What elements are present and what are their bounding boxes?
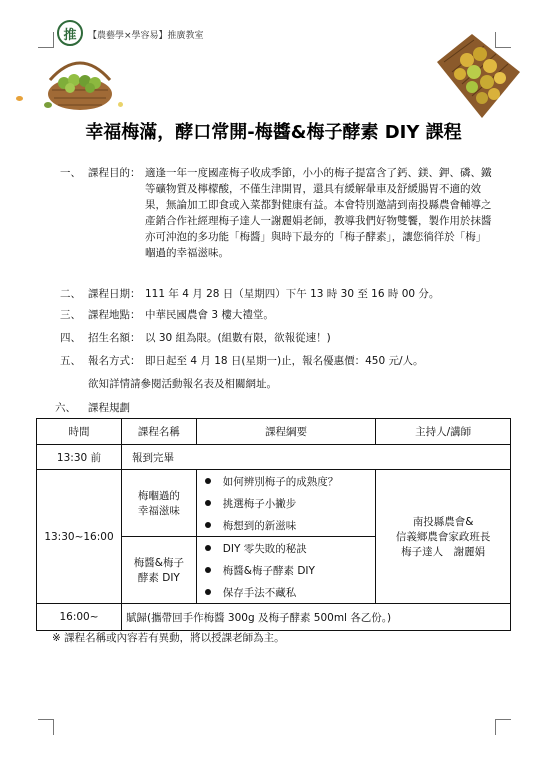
- bullet-icon: [205, 545, 211, 551]
- course-1-item-3: [201, 514, 372, 536]
- course-1-outline: [196, 470, 376, 537]
- orange-leaf-decoration: [16, 96, 23, 101]
- checkin-text: 報到完畢: [131, 451, 174, 464]
- section-3-text: 中華民國農會 3 樓大禮堂。: [145, 309, 274, 321]
- host-cell: [376, 470, 511, 604]
- schedule-table: [36, 418, 511, 631]
- host-line-1: 南投縣農會&: [412, 516, 474, 528]
- course-2-name-line2: 酵素 DIY: [137, 572, 180, 584]
- checkin-time: 13:30 前: [37, 445, 122, 470]
- course-1-item-1-text: 如何辨別梅子的成熟度？: [222, 475, 339, 488]
- course-2-item-3: [201, 581, 372, 603]
- crop-mark-bl-v: [53, 719, 54, 735]
- end-content: 賦歸(攜帶回手作梅醬 300g 及梅子酵素 500ml 各乙份。): [121, 604, 510, 631]
- course-2-name: [121, 537, 196, 604]
- section-3-number: 三、: [60, 309, 81, 321]
- logo-char: 推: [63, 27, 77, 43]
- logo-badge: [57, 20, 83, 46]
- course-2-item-3-text: 保存手法不藏私: [222, 586, 297, 599]
- course-1-item-2-text: 挑選梅子小撇步: [222, 497, 297, 510]
- section-5-number: 五、: [60, 355, 81, 367]
- course-2-name-line1: 梅醬&梅子: [133, 557, 184, 569]
- course-2-item-1-text: DIY 零失敗的秘訣: [222, 542, 307, 555]
- header-host: 主持人/講師: [376, 419, 511, 445]
- section-2-label: 課程日期：: [88, 288, 141, 300]
- section-3-label: 課程地點：: [88, 309, 141, 321]
- checkin-content: [121, 445, 510, 470]
- block-time: 13:30~16:00: [37, 470, 122, 604]
- header-time: 時間: [37, 419, 122, 445]
- table-row-checkin: [37, 445, 511, 470]
- crop-mark-tl-v: [53, 32, 54, 48]
- section-2-text: 111 年 4 月 28 日（星期四）下午 13 時 30 至 16 時 00 分。: [145, 288, 440, 300]
- header-tagline: 【農藝學×學容易】推廣教室: [88, 31, 204, 41]
- section-5-label: 報名方式：: [88, 355, 141, 367]
- header-course-outline: 課程綱要: [196, 419, 376, 445]
- plum-basket-image-left: [40, 50, 120, 115]
- table-row-end: [37, 604, 511, 631]
- small-flower-decoration: [118, 102, 123, 107]
- course-1-name: [121, 470, 196, 537]
- section-4-number: 四、: [60, 332, 81, 344]
- section-6-number: 六、: [55, 402, 76, 414]
- section-1-text: 適逢一年一度國產梅子收成季節，小小的梅子提富含了鈣、鎂、鉀、磷、鐵等礦物質及檸檬酸，不僅生津開胃，還具有緩解暈車及舒緩腸胃不適的效果，無論加工即食或入菜都對健康有益。本會特別邀請到南投縣農會輔導之產銷合作社經理梅子達人一謝麗娟老師，教導我們好物雙饗，製作用於抹醬亦可沖泡的多功能「梅醬」與時下最夯的「梅子酵素」，讓您徜徉於「梅」嗰過的幸福滋味。: [145, 167, 492, 259]
- header-course-name: 課程名稱: [121, 419, 196, 445]
- bullet-icon: [205, 522, 211, 528]
- end-time: 16:00~: [37, 604, 122, 631]
- course-1-item-3-text: 梅想到的新滋味: [222, 519, 297, 532]
- section-1-number: 一、: [60, 167, 81, 179]
- plum-basket-image-right: [432, 32, 522, 120]
- table-header-row: [37, 419, 511, 445]
- course-2-outline: [196, 537, 376, 604]
- bullet-icon: [205, 500, 211, 506]
- crop-mark-br-h: [495, 719, 511, 720]
- page-title: 幸福梅滿，酵口常開-梅醬&梅子酵素 DIY 課程: [85, 122, 462, 143]
- section-4-label: 招生名額：: [88, 332, 141, 344]
- section-4-text: 以 30 組為限。(組數有限，欲報從速！): [145, 332, 331, 344]
- course-2-item-2-text: 梅醬&梅子酵素 DIY: [222, 564, 315, 577]
- course-1-item-2: [201, 492, 372, 514]
- crop-mark-br-v: [495, 719, 496, 735]
- section-5-text: 即日起至 4 月 18 日(星期一)止，報名優惠價：450 元/人。: [145, 355, 424, 367]
- section-1-label: 課程目的：: [88, 167, 141, 179]
- section-2-number: 二、: [60, 288, 81, 300]
- host-line-2: 信義鄉農會家政班長: [395, 531, 491, 543]
- section-6-label: 課程規劃: [88, 402, 130, 414]
- course-1-name-line2: 幸福滋味: [137, 505, 180, 517]
- footnote: ※ 課程名稱或內容若有異動，將以授課老師為主。: [52, 632, 285, 644]
- course-2-item-2: [201, 559, 372, 581]
- table-row-course-1: [37, 470, 511, 537]
- course-1-name-line1: 梅嗰過的: [137, 490, 180, 502]
- bullet-icon: [205, 589, 211, 595]
- course-2-item-1: [201, 537, 372, 559]
- crop-mark-tl-h: [38, 47, 54, 48]
- bullet-icon: [205, 478, 211, 484]
- bullet-icon: [205, 567, 211, 573]
- host-line-3: 梅子達人 謝麗娟: [401, 546, 486, 558]
- crop-mark-bl-h: [38, 719, 54, 720]
- course-1-item-1: [201, 470, 372, 492]
- section-5-extra: 欲知詳情請參閱活動報名表及相關網址。: [88, 378, 277, 390]
